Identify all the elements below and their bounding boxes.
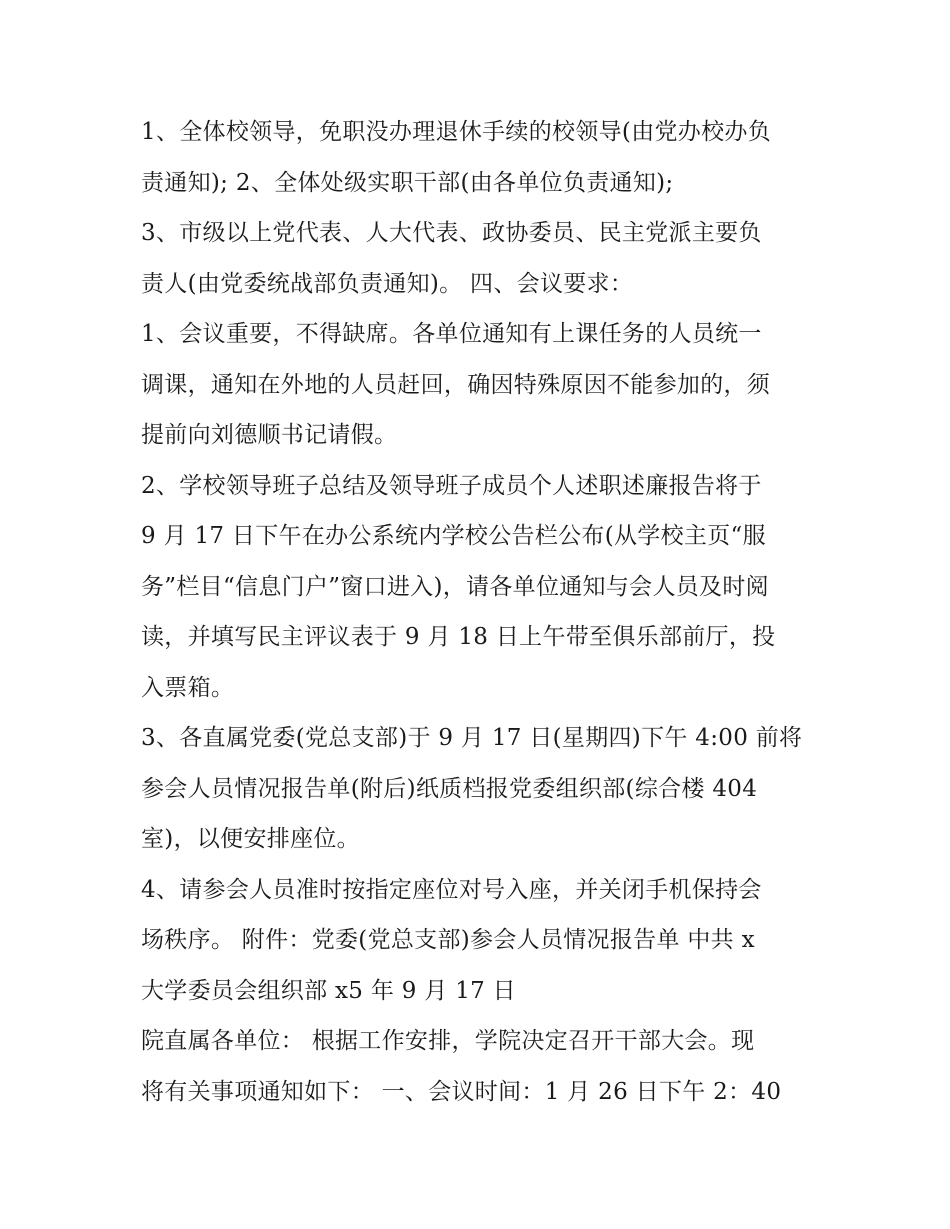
text-line: 1、全体校领导，免职没办理退休手续的校领导(由党办校办负: [141, 119, 772, 145]
text-line: 4、请参会人员准时按指定座位对号入座，并关闭手机保持会: [141, 876, 762, 903]
text-line: 务”栏目“信息门户”窗口进入)，请各单位通知与会人员及时阅: [141, 573, 769, 600]
text-line: 参会人员情况报告单(附后)纸质档报党委组织部(综合楼 404: [141, 775, 758, 802]
text-line: 3、市级以上党代表、人大代表、政协委员、民主党派主要负: [141, 220, 762, 246]
document-body: [141, 107, 821, 1117]
text-line: 场秩序。 附件：党委(党总支部)参会人员情况报告单 中共 x: [141, 927, 755, 953]
text-line: 1、会议重要，不得缺席。各单位通知有上课任务的人员统一: [141, 321, 762, 347]
text-line: 2、学校领导班子总结及领导班子成员个人述职述廉报告将于: [141, 472, 762, 499]
text-line: 大学委员会组织部 x5 年 9 月 17 日: [141, 977, 516, 1004]
text-line: 9 月 17 日下午在办公系统内学校公告栏公布(从学校主页“服: [141, 523, 766, 549]
text-line: 3、各直属党委(党总支部)于 9 月 17 日(星期四)下午 4:00 前将: [141, 725, 803, 751]
text-line: 入票箱。: [141, 674, 235, 701]
text-line: 责人(由党委统战部负责通知)。 四、会议要求：: [141, 270, 634, 297]
text-line: 将有关事项通知如下： 一、会议时间：1 月 26 日下午 2：40: [141, 1078, 782, 1105]
text-line: 室)，以便安排座位。: [141, 826, 360, 852]
text-line: 院直属各单位： 根据工作安排，学院决定召开干部大会。现: [141, 1028, 755, 1054]
text-line: 责通知); 2、全体处级实职干部(由各单位负责通知);: [141, 169, 674, 196]
text-line: 读，并填写民主评议表于 9 月 18 日上午带至俱乐部前厅，投: [141, 624, 776, 650]
text-line: 提前向刘德顺书记请假。: [141, 422, 398, 448]
text-line: 调课，通知在外地的人员赶回，确因特殊原因不能参加的，须: [141, 371, 771, 398]
